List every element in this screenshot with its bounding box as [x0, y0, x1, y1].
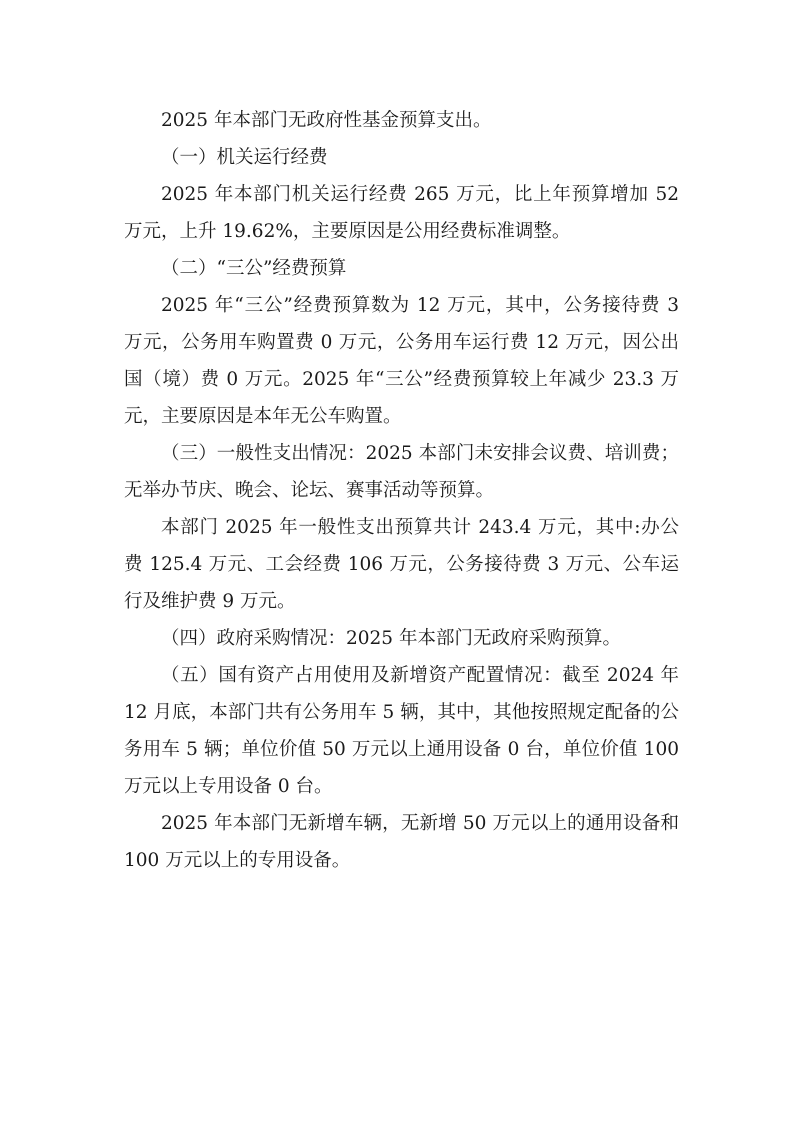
heading-three-public-expenses: （二）“三公”经费预算	[161, 258, 347, 279]
paragraph-three-public-expenses: 2025 年“三公”经费预算数为 12 万元，其中，公务接待费 3 万元，公务用车购置费 0 万元，公务用车运行费 12 万元，因公出国（境）费 0 万元。2025 年“三公”经费预算较上年减少 23.3 万元，主要原因是本年无公车购置。	[124, 295, 679, 427]
paragraph-general-expenditure-total: 本部门 2025 年一般性支出预算共计 243.4 万元，其中:办公费 125.4 万元、工会经费 106 万元，公务接待费 3 万元、公车运行及维护费 9 万元。	[124, 517, 679, 612]
paragraph-operating-expenses: 2025 年本部门机关运行经费 265 万元，比上年预算增加 52 万元，上升 19.62%，主要原因是公用经费标准调整。	[124, 184, 679, 242]
paragraph-general-expenditure: （三）一般性支出情况：2025 本部门未安排会议费、培训费；无举办节庆、晚会、论坛、赛事活动等预算。	[124, 443, 679, 501]
paragraph-state-assets: （五）国有资产占用使用及新增资产配置情况：截至 2024 年 12 月底，本部门共有公务用车 5 辆，其中，其他按照规定配备的公务用车 5 辆；单位价值 50 万元以上通用设备 0 台，单位价值 100 万元以上专用设备 0 台。	[124, 665, 679, 797]
heading-operating-expenses: （一）机关运行经费	[161, 147, 328, 168]
paragraph-government-procurement: （四）政府采购情况：2025 年本部门无政府采购预算。	[161, 628, 621, 649]
paragraph-no-fund-budget: 2025 年本部门无政府性基金预算支出。	[161, 110, 492, 131]
paragraph-no-new-assets: 2025 年本部门无新增车辆，无新增 50 万元以上的通用设备和 100 万元以上的专用设备。	[124, 813, 679, 871]
document-body	[124, 102, 679, 879]
